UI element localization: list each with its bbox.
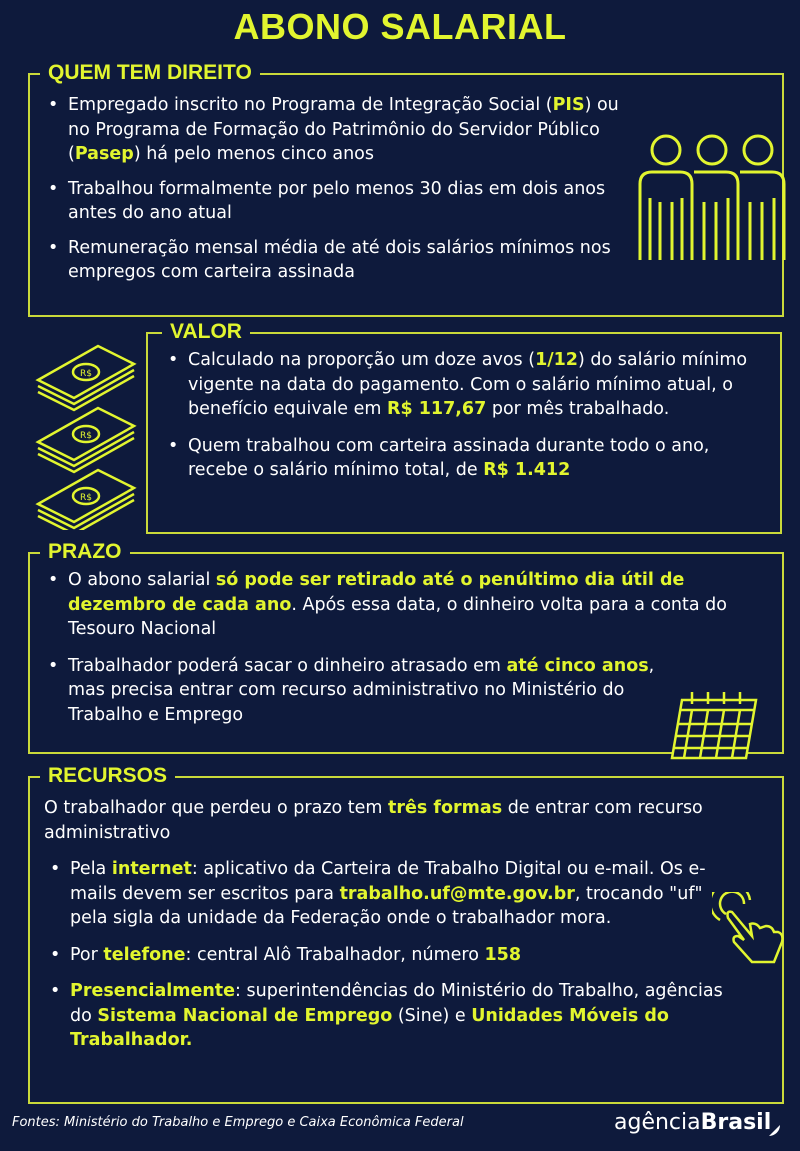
svg-text:R$: R$ [80, 431, 92, 441]
page-title: ABONO SALARIAL [233, 6, 567, 47]
list-item: • Quem trabalhou com carteira assinada durante todo o ano, recebe o salário mínimo total, de R$ 1.412 [162, 434, 762, 483]
section-valor [146, 320, 782, 534]
section-recursos [28, 764, 784, 1104]
svg-text:R$: R$ [80, 369, 92, 379]
list-item: • Presencialmente: superintendências do Ministério do Trabalho, agências do Sistema Nacional de Emprego (Sine) e Unidades Móveis do Trabalhador. [44, 979, 744, 1053]
brand-logo-icon [756, 1112, 782, 1138]
list-item: • Por telefone: central Alô Trabalhador, número 158 [44, 943, 744, 968]
list-item: • Trabalhou formalmente por pelo menos 30 dias em dois anos antes do ano atual [42, 177, 622, 226]
list-item: • Calculado na proporção um doze avos (1/12) do salário mínimo vigente na data do pagamento. Com o salário mínimo atual, o benefício equivale em R$ 117,67 por mês trabalhado. [162, 348, 762, 422]
section-heading: PRAZO [40, 539, 130, 565]
list-item: • Remuneração mensal média de até dois salários mínimos nos empregos com carteira assinada [42, 236, 622, 285]
section-heading: RECURSOS [40, 763, 175, 789]
section-heading: VALOR [162, 319, 250, 345]
list-item: • Pela internet: aplicativo da Carteira de Trabalho Digital ou e-mail. Os e-mails devem ser escritos para trabalho.uf@mte.gov.br, trocando "uf" pela sigla da unidade da Federação onde o trabalhador mora. [44, 857, 710, 931]
section-heading: QUEM TEM DIREITO [40, 60, 260, 86]
svg-text:R$: R$ [80, 493, 92, 503]
calendar-icon [668, 688, 764, 762]
list-item: • O abono salarial só pode ser retirado até o penúltimo dia útil de dezembro de cada ano. Após essa data, o dinheiro volta para a conta do Tesouro Nacional [42, 568, 732, 642]
list-item: • Empregado inscrito no Programa de Integração Social (PIS) ou no Programa de Formação do Patrimônio do Servidor Público (Pasep) há pelo menos cinco anos [42, 93, 622, 167]
list-item: • Trabalhador poderá sacar o dinheiro atrasado em até cinco anos, mas precisa entrar com recurso administrativo no Ministério do Trabalho e Emprego [42, 654, 668, 728]
people-icon [628, 128, 788, 288]
brand-logo: agênciaBrasil [614, 1110, 772, 1135]
footer-source: Fontes: Ministério do Trabalho e Emprego e Caixa Econômica Federal [12, 1115, 464, 1130]
pointing-hand-icon [712, 892, 786, 966]
intro-text: O trabalhador que perdeu o prazo tem três formas de entrar com recurso administrativo [44, 798, 703, 843]
money-stack-icon [30, 330, 142, 530]
